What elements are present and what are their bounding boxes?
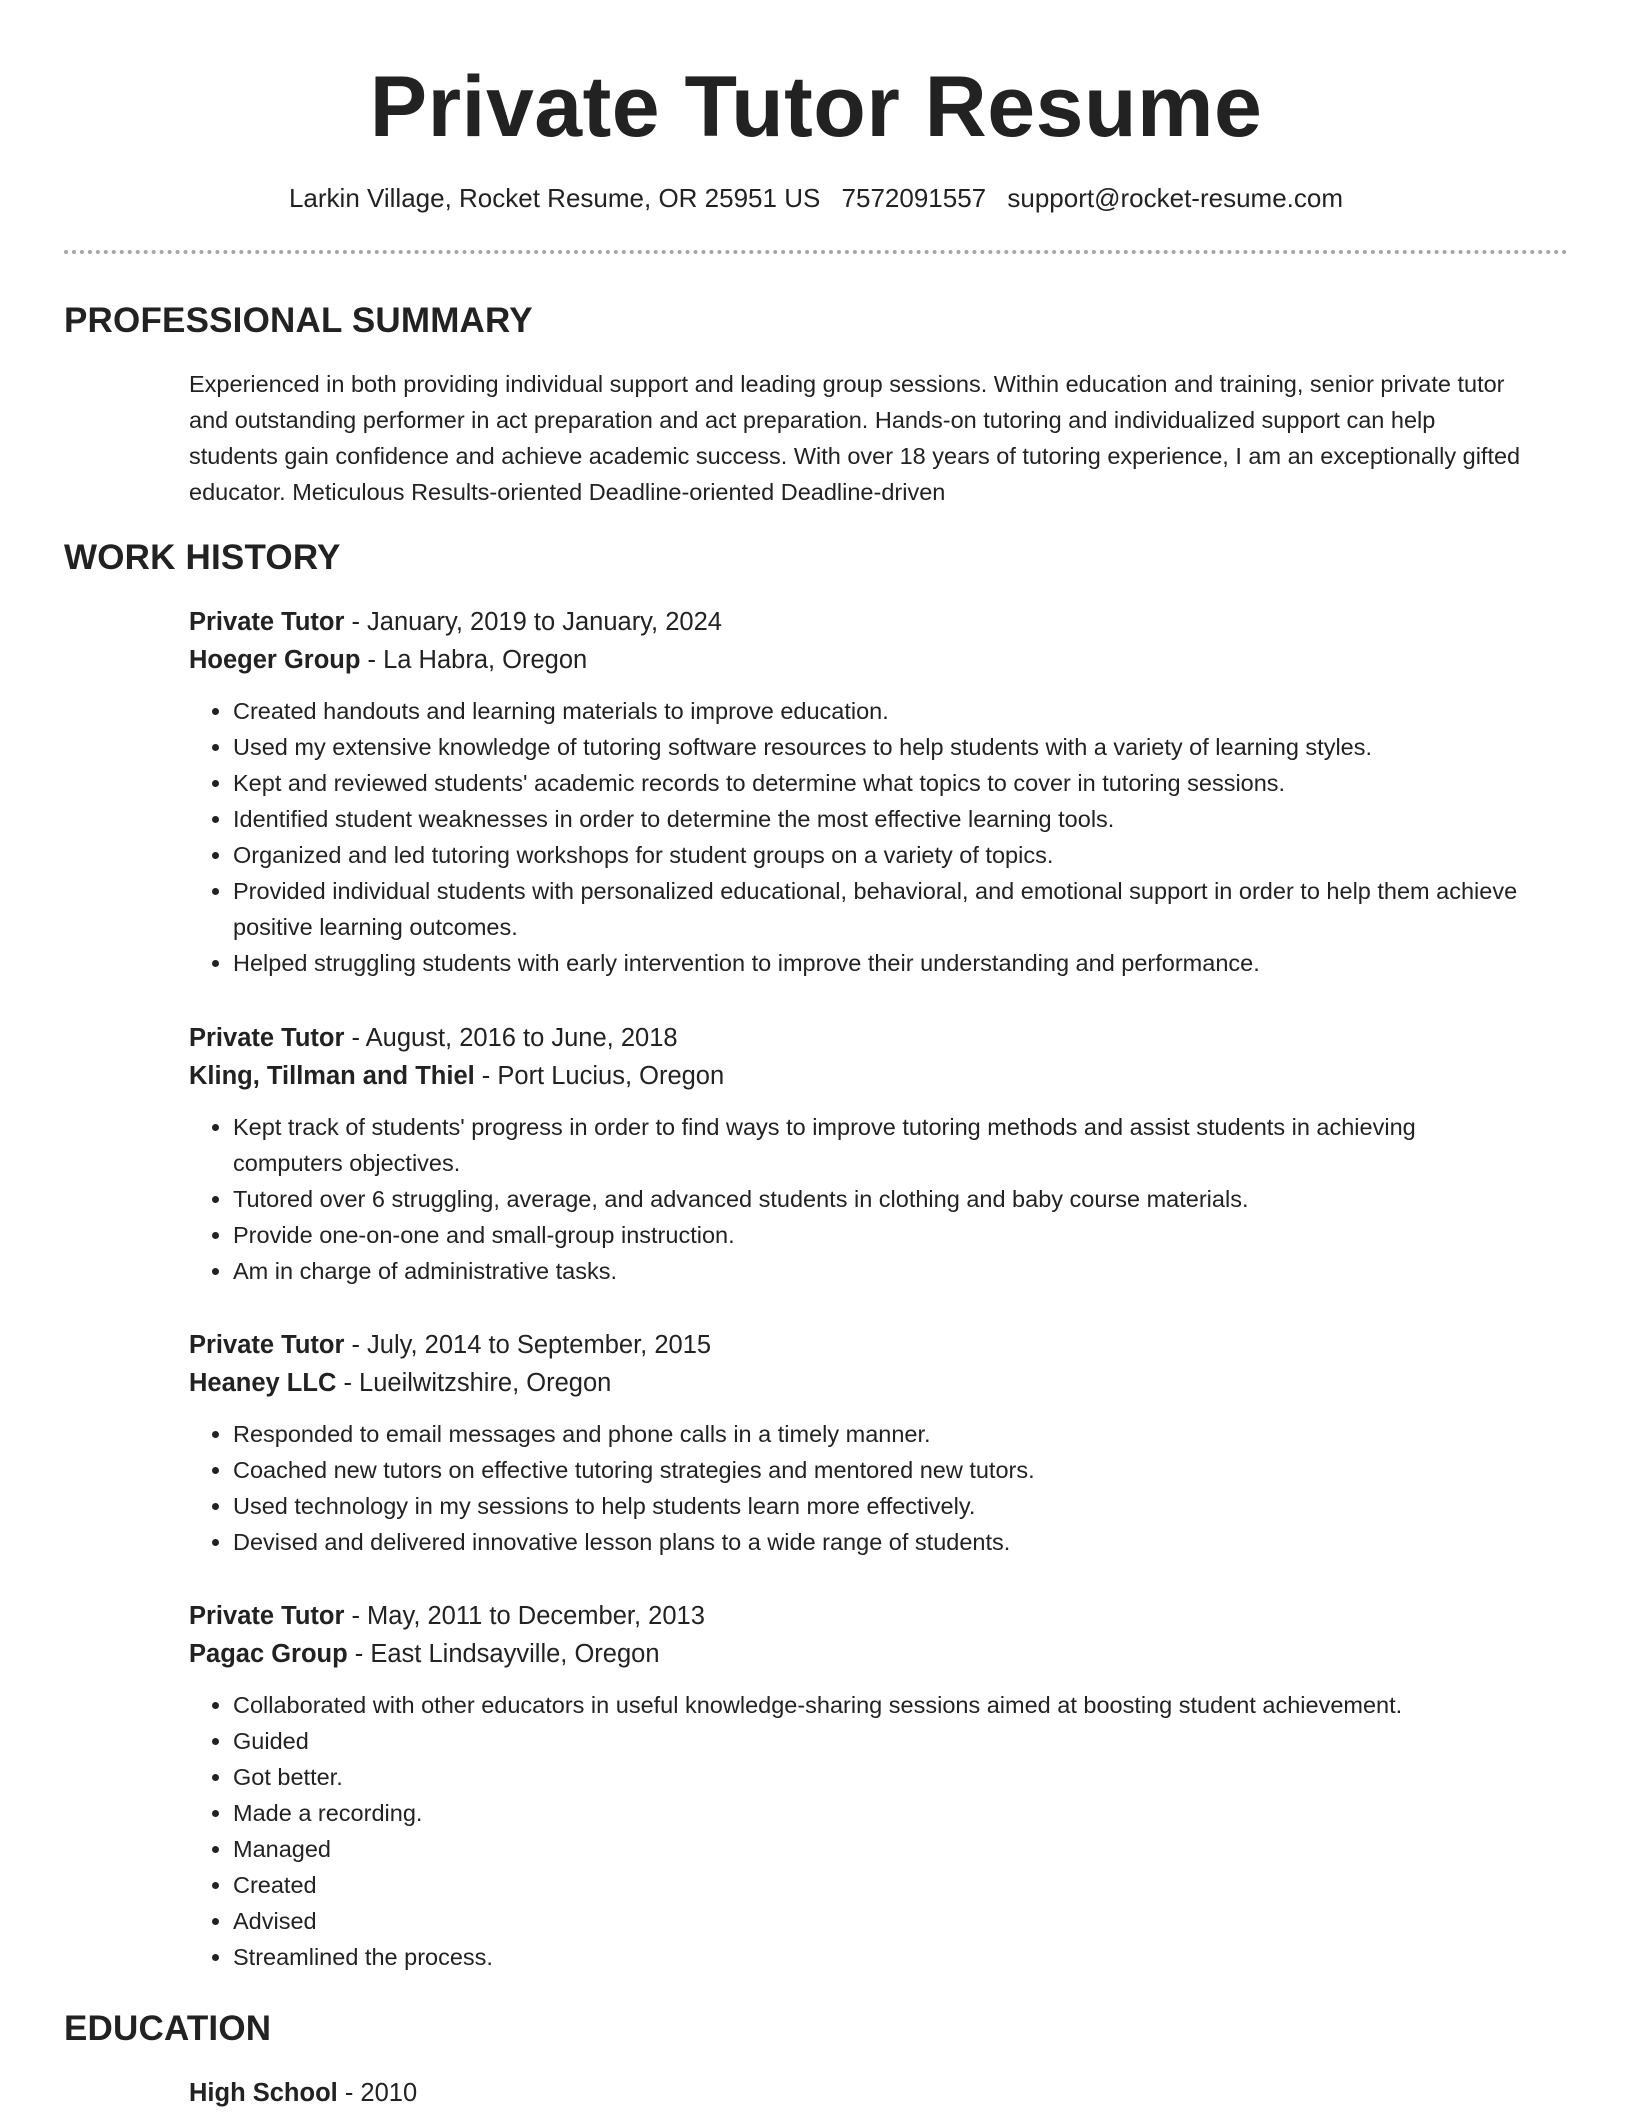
- job-bullet: • Managed: [233, 1831, 1529, 1867]
- job-dates: - May, 2011 to December, 2013: [344, 1602, 705, 1630]
- job-bullet: • Advised: [233, 1903, 1529, 1939]
- contact-address: Larkin Village, Rocket Resume, OR 25951 US: [288, 183, 821, 213]
- education-year: - 2010: [337, 2079, 418, 2107]
- job-company-line: [189, 1635, 1529, 1673]
- job-location: - East Lindsayville, Oregon: [347, 1640, 660, 1668]
- job-bullet: • Responded to email messages and phone calls in a timely manner.: [233, 1416, 1529, 1452]
- job-dates: - January, 2019 to January, 2024: [344, 608, 722, 636]
- job-bullet: • Created handouts and learning materials to improve education.: [233, 693, 1529, 729]
- job-entry: [189, 1597, 1529, 1975]
- resume-title: Private Tutor Resume: [369, 59, 1263, 155]
- job-entry: [189, 603, 1529, 981]
- job-bullet: • Coached new tutors on effective tutoring strategies and mentored new tutors.: [233, 1452, 1529, 1488]
- job-entry: [189, 1326, 1529, 1560]
- job-bullet: • Created: [233, 1867, 1529, 1903]
- job-bullet: • Kept track of students' progress in order to find ways to improve tutoring methods and assist students in achieving computers objectives.: [233, 1109, 1529, 1181]
- job-company: Hoeger Group: [189, 646, 361, 674]
- job-dates: - July, 2014 to September, 2015: [344, 1331, 712, 1359]
- job-bullets: [189, 1109, 1529, 1289]
- contact-email: support@rocket-resume.com: [1007, 183, 1344, 213]
- job-bullets: [189, 1687, 1529, 1975]
- contact-line: [0, 180, 1632, 216]
- job-bullets: [189, 693, 1529, 981]
- summary-text: Experienced in both providing individual support and leading group sessions. Within education and training, senior private tutor and outstanding performer in act preparation and act preparation. Hands-on tutoring and individualized support can help students gain confidence and achieve academic success. With over 18 years of tutoring experience, I am an exceptionally gifted educator. Meticulous Results-oriented Deadline-oriented Deadline-driven: [189, 371, 1521, 505]
- job-title: Private Tutor: [189, 608, 345, 636]
- job-title: Private Tutor: [189, 1602, 345, 1630]
- job-company-line: [189, 641, 1529, 679]
- section-title-summary: PROFESSIONAL SUMMARY: [64, 301, 533, 340]
- header-divider: [64, 250, 1568, 254]
- job-bullet: • Got better.: [233, 1759, 1529, 1795]
- job-bullet: • Devised and delivered innovative lesson plans to a wide range of students.: [233, 1524, 1529, 1560]
- job-bullet: • Used my extensive knowledge of tutoring software resources to help students with a variety of learning styles.: [233, 729, 1529, 765]
- job-bullet: • Collaborated with other educators in useful knowledge-sharing sessions aimed at boosting student achievement.: [233, 1687, 1529, 1723]
- job-entry: [189, 1019, 1529, 1289]
- job-title: Private Tutor: [189, 1024, 345, 1052]
- job-bullet: • Helped struggling students with early intervention to improve their understanding and performance.: [233, 945, 1529, 981]
- job-company-line: [189, 1057, 1529, 1095]
- job-bullet: • Guided: [233, 1723, 1529, 1759]
- job-company: Kling, Tillman and Thiel: [189, 1062, 475, 1090]
- job-company: Pagac Group: [189, 1640, 348, 1668]
- job-bullet: • Provided individual students with personalized educational, behavioral, and emotional support in order to help them achieve positive learning outcomes.: [233, 873, 1529, 945]
- job-bullet: • Identified student weaknesses in order to determine the most effective learning tools.: [233, 801, 1529, 837]
- job-title-line: [189, 1326, 1529, 1364]
- job-bullet: • Used technology in my sessions to help students learn more effectively.: [233, 1488, 1529, 1524]
- job-bullet: • Kept and reviewed students' academic records to determine what topics to cover in tutoring sessions.: [233, 765, 1529, 801]
- job-company-line: [189, 1364, 1529, 1402]
- job-dates: - August, 2016 to June, 2018: [344, 1024, 678, 1052]
- education-degree: High School: [189, 2079, 338, 2107]
- contact-phone: 7572091557: [841, 183, 987, 213]
- job-bullets: [189, 1416, 1529, 1560]
- job-title: Private Tutor: [189, 1331, 345, 1359]
- job-bullet: • Organized and led tutoring workshops for student groups on a variety of topics.: [233, 837, 1529, 873]
- job-bullet: • Provide one-on-one and small-group instruction.: [233, 1217, 1529, 1253]
- job-title-line: [189, 603, 1529, 641]
- job-bullet: • Streamlined the process.: [233, 1939, 1529, 1975]
- job-company: Heaney LLC: [189, 1369, 337, 1397]
- job-bullet: • Made a recording.: [233, 1795, 1529, 1831]
- job-location: - Lueilwitzshire, Oregon: [336, 1369, 612, 1397]
- job-title-line: [189, 1597, 1529, 1635]
- job-bullet: • Am in charge of administrative tasks.: [233, 1253, 1529, 1289]
- job-location: - Port Lucius, Oregon: [474, 1062, 725, 1090]
- section-title-education: EDUCATION: [64, 2009, 272, 2048]
- job-title-line: [189, 1019, 1529, 1057]
- job-location: - La Habra, Oregon: [360, 646, 588, 674]
- job-bullet: • Tutored over 6 struggling, average, and advanced students in clothing and baby course materials.: [233, 1181, 1529, 1217]
- section-title-work-history: WORK HISTORY: [64, 538, 341, 577]
- education-entry: [189, 2074, 417, 2112]
